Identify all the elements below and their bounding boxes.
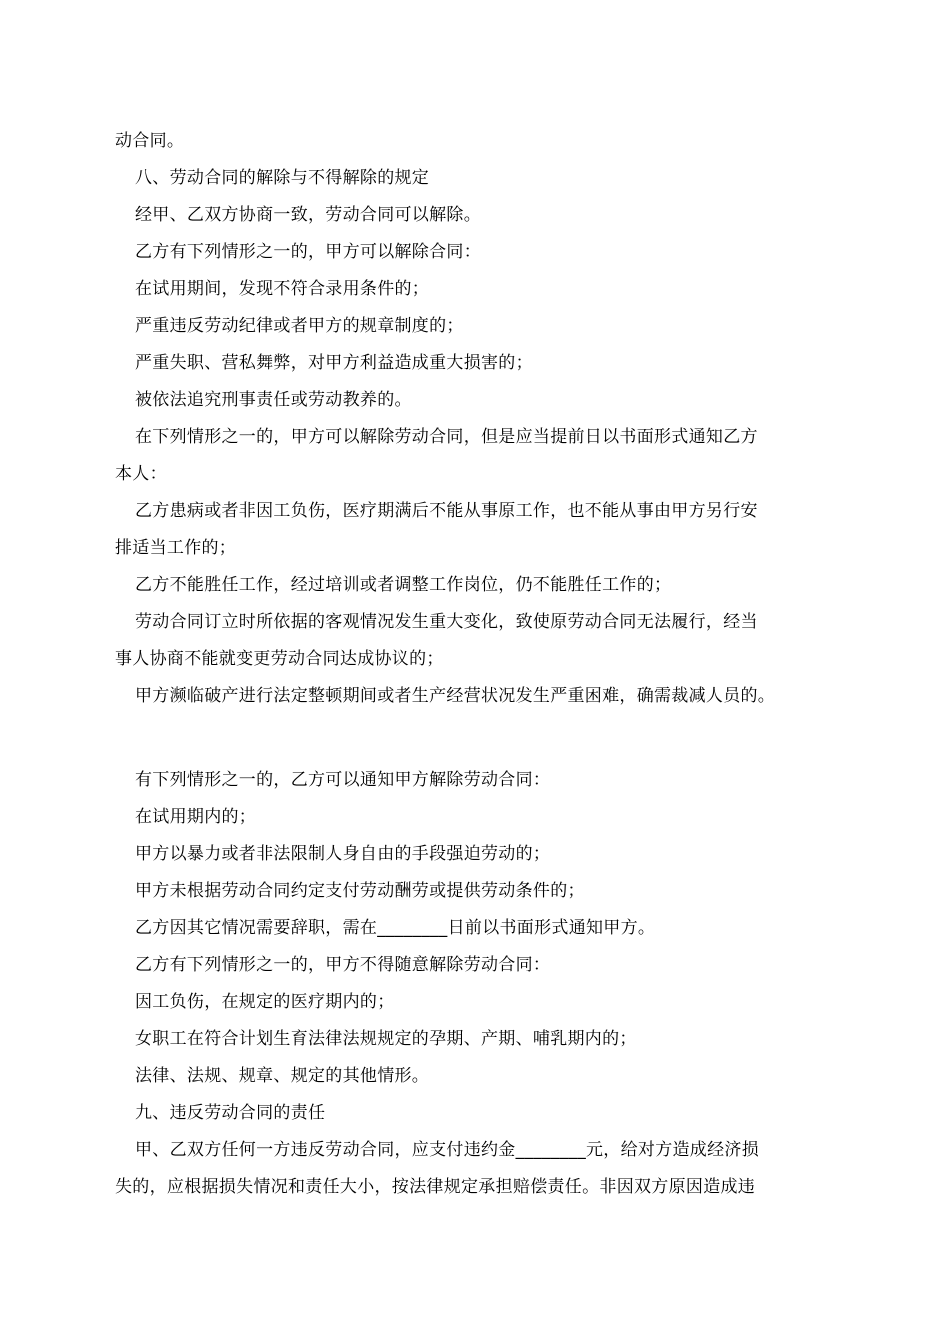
list-item: 严重失职、营私舞弊，对甲方利益造成重大损害的； xyxy=(135,353,533,373)
list-item: 因工负伤，在规定的医疗期内的； xyxy=(135,992,395,1012)
text-line: 乙方有下列情形之一的，甲方不得随意解除劳动合同： xyxy=(135,955,551,975)
section-heading: 八、劳动合同的解除与不得解除的规定 xyxy=(135,168,430,188)
list-item: 女职工在符合计划生育法律法规规定的孕期、产期、哺乳期内的； xyxy=(135,1029,637,1049)
list-item: 乙方不能胜任工作，经过培训或者调整工作岗位，仍不能胜任工作的； xyxy=(135,575,672,595)
list-item: 在试用期间，发现不符合录用条件的； xyxy=(135,279,430,299)
list-item: 甲方以暴力或者非法限制人身自由的手段强迫劳动的； xyxy=(135,844,551,864)
list-item: 乙方患病或者非因工负伤，医疗期满后不能从事原工作，也不能从事由甲方另行安 xyxy=(135,501,758,521)
section-heading: 九、违反劳动合同的责任 xyxy=(135,1103,326,1123)
paragraph-gap xyxy=(115,715,845,762)
list-item: 法律、法规、规章、规定的其他情形。 xyxy=(135,1066,430,1086)
document-body xyxy=(115,123,845,1206)
list-item: 严重违反劳动纪律或者甲方的规章制度的； xyxy=(135,316,464,336)
text-line: 乙方有下列情形之一的，甲方可以解除合同： xyxy=(135,242,481,262)
text-line: 动合同。 xyxy=(115,131,185,151)
text-line: 有下列情形之一的，乙方可以通知甲方解除劳动合同： xyxy=(135,770,551,790)
list-item: 甲方未根据劳动合同约定支付劳动酬劳或提供劳动条件的； xyxy=(135,881,585,901)
list-item: 在试用期内的； xyxy=(135,807,257,827)
list-item: 乙方因其它情况需要辞职，需在________日前以书面形式通知甲方。 xyxy=(135,918,656,938)
text-line: 甲、乙双方任何一方违反劳动合同，应支付违约金________元，给对方造成经济损 xyxy=(135,1140,759,1160)
list-item: 劳动合同订立时所依据的客观情况发生重大变化，致使原劳动合同无法履行，经当 xyxy=(135,612,758,632)
text-line: 经甲、乙双方协商一致，劳动合同可以解除。 xyxy=(135,205,481,225)
text-line: 事人协商不能就变更劳动合同达成协议的； xyxy=(115,649,444,669)
text-line: 本人： xyxy=(115,464,167,484)
text-line: 在下列情形之一的，甲方可以解除劳动合同，但是应当提前日以书面形式通知乙方 xyxy=(135,427,758,447)
list-item: 被依法追究刑事责任或劳动教养的。 xyxy=(135,390,412,410)
list-item: 甲方濒临破产进行法定整顿期间或者生产经营状况发生严重困难，确需裁减人员的。 xyxy=(135,686,776,706)
text-line: 排适当工作的； xyxy=(115,538,237,558)
text-line: 失的，应根据损失情况和责任大小，按法律规定承担赔偿责任。非因双方原因造成违 xyxy=(115,1177,756,1197)
